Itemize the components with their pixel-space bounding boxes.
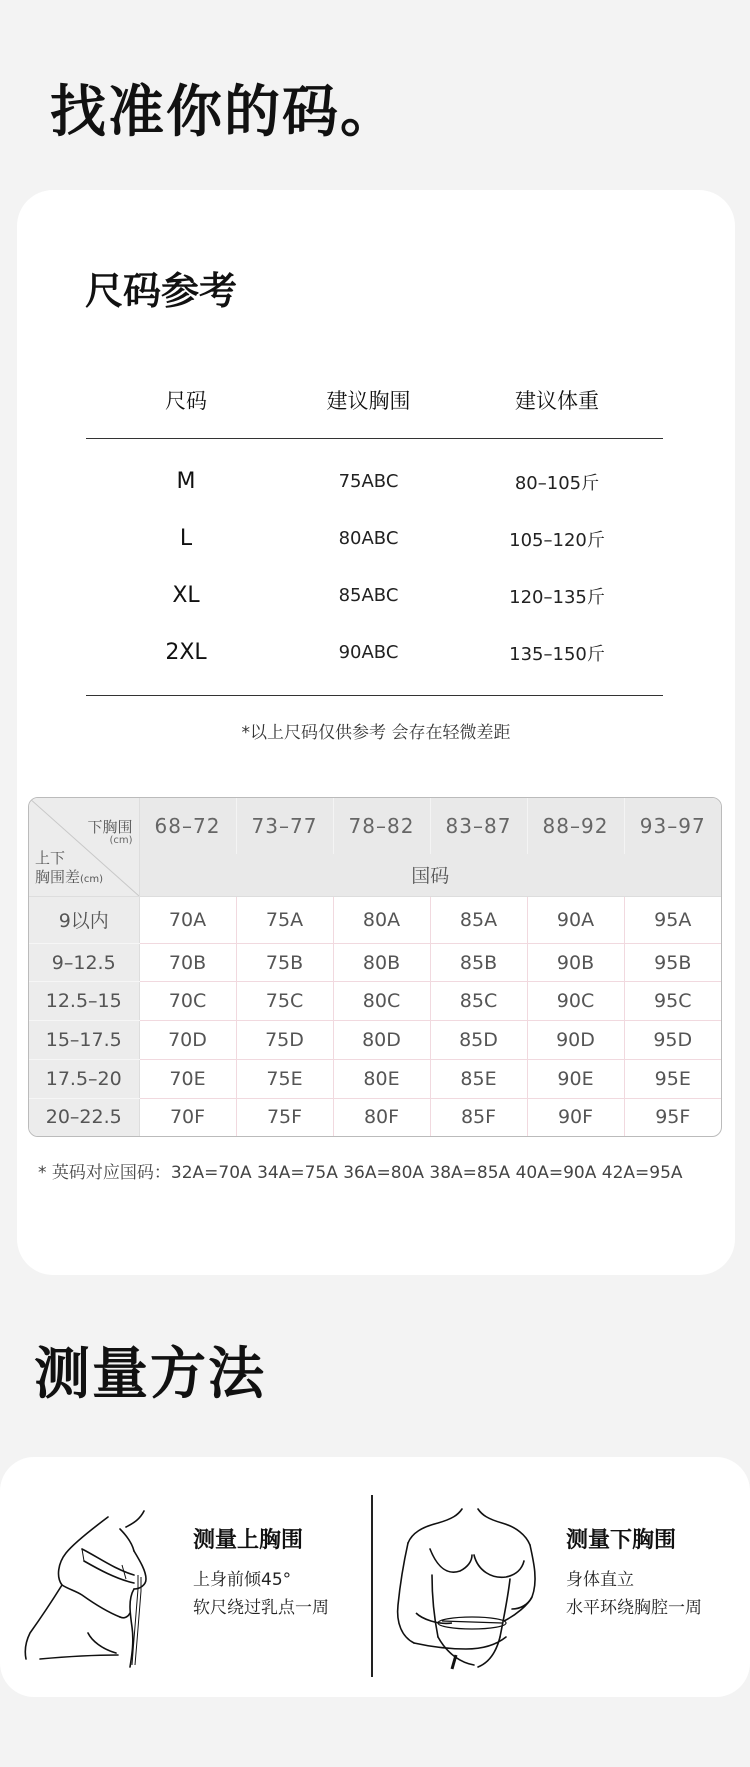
under-bust-title: 测量下胸围 [566,1528,677,1553]
table-row [29,1021,721,1060]
diff-cell: 9以内 [29,896,139,943]
size-cell: 75A [236,896,333,943]
bust-cell: 75ABC [338,471,399,492]
size-cell: 75E [236,1059,333,1098]
table-row [29,943,721,982]
page-title: 找准你的码。 [50,80,398,145]
size-ref-header [86,375,663,439]
size-cell: 70B [139,943,236,982]
size-ref-body [86,439,663,696]
under-bust-step-1: 身体直立 [566,1570,634,1590]
upper-bust-measure-illustration [22,1509,172,1671]
size-card [17,190,735,1275]
corner-diff-label-2: 胸围差(cm) [35,868,104,886]
size-cell: 95D [624,1021,721,1060]
size-cell: 95E [624,1059,721,1098]
table-row [29,982,721,1021]
size-cell: M [176,469,196,494]
size-conversion-grid [28,797,722,1137]
size-cell: 90B [527,943,624,982]
grid-corner [29,798,139,896]
under-bust-step-2: 水平环绕胸腔一周 [566,1598,702,1618]
corner-diff-label-1: 上下 [35,849,66,867]
size-cell: 95A [624,896,721,943]
size-cell: 80C [333,982,430,1021]
size-ref-table [86,375,663,696]
header-bust: 建议胸围 [326,388,411,413]
size-cell: 70E [139,1059,236,1098]
header-size: 尺码 [165,388,207,413]
under-bust-measure-illustration [392,1505,552,1673]
measure-section-title: 测量方法 [34,1342,266,1407]
size-cell: 85A [430,896,527,943]
size-cell: 90E [527,1059,624,1098]
size-cell: 75C [236,982,333,1021]
size-cell: 85C [430,982,527,1021]
measure-divider [371,1495,373,1677]
size-cell: 80A [333,896,430,943]
national-size-label: 国码 [139,854,721,896]
size-cell: 70A [139,896,236,943]
size-cell: 85D [430,1021,527,1060]
size-cell: 95F [655,1106,691,1129]
table-row [29,1098,721,1136]
diff-cell: 17.5–20 [29,1059,139,1098]
size-cell: 90F [527,1098,624,1136]
underbust-range: 83–87 [430,798,527,854]
size-ref-note: *以上尺码仅供参考 会存在轻微差距 [241,723,511,743]
size-cell: 80B [333,943,430,982]
size-cell: 95C [624,982,721,1021]
bust-cell: 80ABC [338,528,399,549]
size-ref-title: 尺码参考 [85,269,238,313]
corner-underbust-unit: (cm) [109,835,133,846]
size-cell: XL [172,583,200,608]
measure-card [0,1457,750,1697]
underbust-range: 68–72 [139,798,236,854]
underbust-range: 73–77 [236,798,333,854]
size-cell: 85F [430,1098,527,1136]
upper-bust-step-1: 上身前倾45° [193,1570,292,1590]
upper-bust-step-2: 软尺绕过乳点一周 [193,1598,329,1618]
table-row [29,1059,721,1098]
table-row [86,510,663,567]
size-cell: 75B [236,943,333,982]
weight-cell: 120–135斤 [509,586,605,608]
diff-cell: 15–17.5 [29,1021,139,1060]
bust-cell: 85ABC [338,585,399,606]
size-cell: L [179,526,193,551]
diff-cell: 9–12.5 [29,943,139,982]
header-weight: 建议体重 [515,388,599,413]
weight-cell: 135–150斤 [509,643,605,665]
table-row [86,624,663,681]
size-cell: 80D [333,1021,430,1060]
uk-size-note: * 英码对应国码：32A=70A 34A=75A 36A=80A 38A=85A 40A=90A 42A=95A [38,1163,683,1183]
upper-bust-title: 测量上胸围 [193,1528,304,1553]
size-cell: 90A [527,896,624,943]
size-cell: 75D [236,1021,333,1060]
underbust-range: 78–82 [333,798,430,854]
bust-cell: 90ABC [338,642,399,663]
size-cell: 90C [527,982,624,1021]
table-row [86,453,663,510]
size-cell: 70F [139,1098,236,1136]
size-cell: 80F [333,1098,430,1136]
size-cell: 85E [430,1059,527,1098]
diff-cell: 12.5–15 [29,982,139,1021]
size-cell: 95B [624,943,721,982]
corner-underbust-label: 下胸围 [87,818,133,836]
size-cell: 70D [139,1021,236,1060]
size-cell: 85B [430,943,527,982]
size-cell: 2XL [165,640,207,665]
weight-cell: 105–120斤 [509,529,605,551]
table-row [86,567,663,624]
underbust-range: 88–92 [527,798,624,854]
size-cell: 75F [236,1098,333,1136]
size-cell: 90D [527,1021,624,1060]
size-cell: 70C [139,982,236,1021]
underbust-range: 93–97 [624,798,721,854]
diff-cell: 20–22.5 [29,1098,139,1136]
size-cell: 80E [333,1059,430,1098]
table-row [29,896,721,943]
weight-cell: 80–105斤 [514,472,600,494]
